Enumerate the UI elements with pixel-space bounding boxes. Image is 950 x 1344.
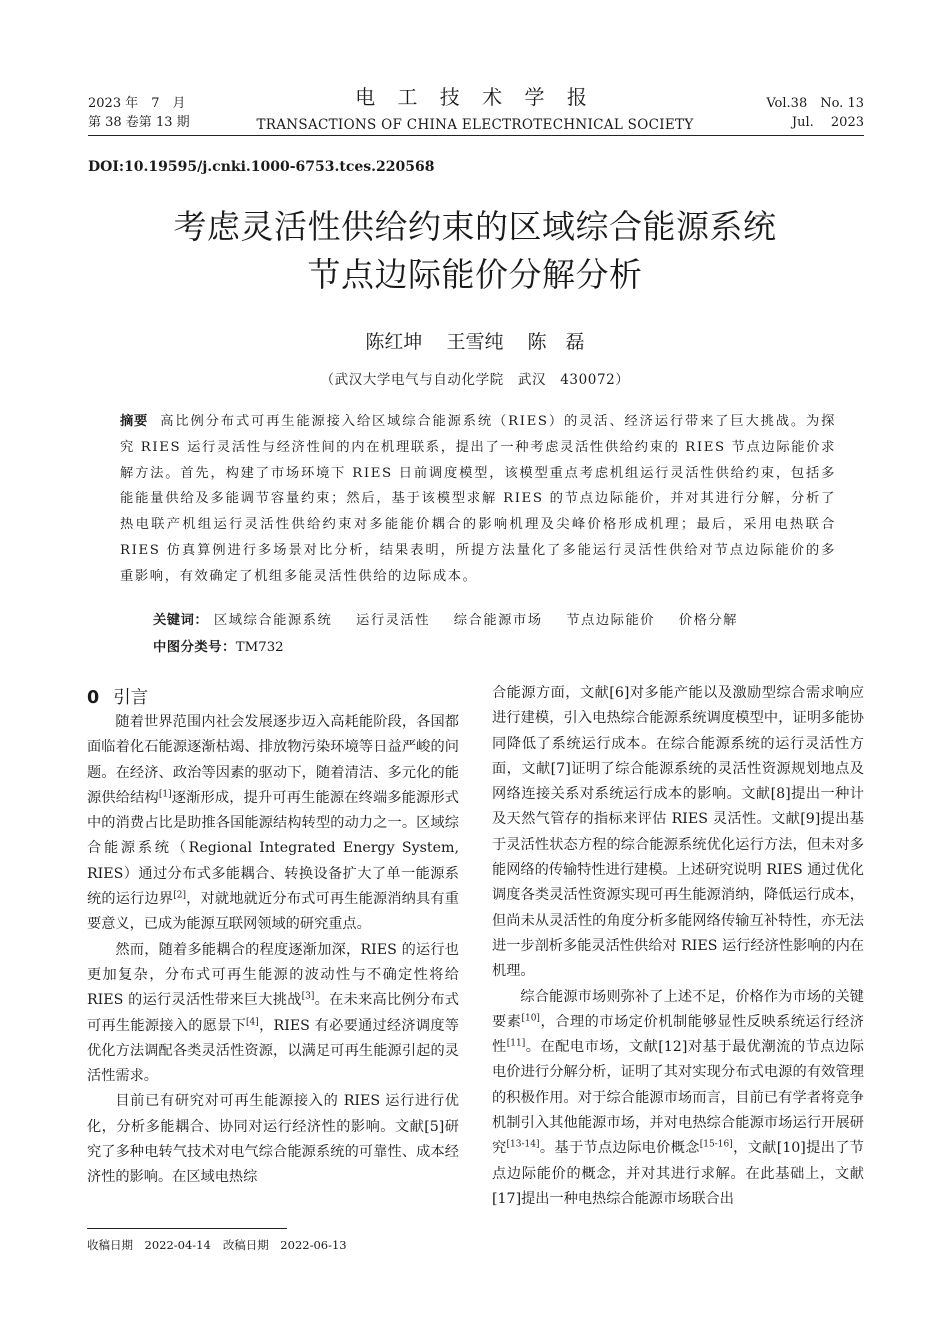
text-run: 随着世界范围内社会发展逐步迈入高耗能阶段，各国都面临着化石能源逐渐枯竭、排放物污染环境等日益严峻的问题。在经济、政治等因素的驱动下，随着清洁、多元化的能源供给结构: [87, 714, 459, 806]
text-run: 综合能源市场则弥补了上述不足，价格作为市场的关键要素: [492, 988, 864, 1030]
classification-label: 中图分类号：: [153, 640, 236, 655]
header-volume: 第 38 卷第 13 期: [88, 115, 190, 130]
text-run: 。在未来高比例分布式可再生能源接入的愿景下: [87, 992, 459, 1034]
authors: [0, 327, 950, 354]
paragraph: [87, 710, 459, 938]
abstract-text: 高比例分布式可再生能源接入给区域综合能源系统（RIES）的灵活、经济运行带来了巨大挑战。为探究 RIES 运行灵活性与经济性间的内在机理联系，提出了一种考虑灵活性供给约束的 RIES 节点边际能价求解方法。首先，构建了市场环境下 RIES 日前调度模型，该模型重点考虑机组运行灵活性供给约束，包括多能能量供给及多能调节容量约束；然后，基于该模型求解 RIES 的节点边际能价，并对其进行分解，分析了热电联产机组运行灵活性供给约束对多能能价耦合的影响机理及尖峰价格形成机理；最后，采用电热联合 RIES 仿真算例进行多场景对比分析，结果表明，所提方法量化了多能运行灵活性供给对节点边际能价的多重影响，有效确定了机组多能灵活性供给的边际成本。: [120, 414, 837, 584]
author-2: 王雪纯: [446, 331, 504, 353]
header-date: 2023 年 7 月: [88, 96, 186, 111]
text-run: ，对就地就近分布式可再生能源消纳具有重要意义，已成为能源互联网领域的研究重点。: [87, 891, 459, 933]
header-rule: [88, 135, 864, 136]
abstract-label: 摘要: [120, 414, 149, 429]
paragraph: [87, 938, 459, 1090]
text-run: ，合理的市场定价机制能够显性反映系统运行经济性: [492, 1013, 864, 1056]
doi: DOI:10.19595/j.cnki.1000-6753.tces.220568: [88, 159, 435, 175]
footnote-rule: [87, 1228, 287, 1229]
received-date: 收稿日期 2022-04-14: [87, 1238, 211, 1252]
classification-value: TM732: [235, 640, 284, 655]
paragraph: [492, 985, 864, 1213]
citation: [2]: [173, 890, 186, 901]
journal-title-cn: 电 工 技 术 学 报: [355, 85, 595, 109]
section-number: 0: [87, 688, 100, 708]
paper-title-line1: 考虑灵活性供给约束的区域综合能源系统: [173, 207, 777, 246]
keywords: [153, 609, 756, 628]
text-run: ，文献[10]提出了节点边际能价的概念，并对其进行求解。在此基础上，文献[17]提出一种电热综合能源市场联合出: [492, 1140, 864, 1207]
section-heading: [87, 684, 148, 709]
keywords-label: 关键词：: [153, 613, 209, 628]
citation: [15-16]: [699, 1139, 733, 1150]
paper-title: [0, 203, 950, 299]
footnote: [87, 1237, 359, 1253]
keyword-item: 区域综合能源系统: [213, 613, 333, 628]
text-run: ，RIES 有必要通过经济调度等优化方法调配各类灵活性资源，以满足可再生能源引起的灵活性需求。: [87, 1017, 459, 1085]
body-column-right: [492, 681, 864, 1212]
author-3: 陈 磊: [527, 331, 585, 353]
revised-date: 改稿日期 2022-06-13: [222, 1238, 347, 1252]
header-vol-no: Vol.38 No. 13: [766, 96, 864, 111]
header-volume-info: [766, 94, 864, 132]
citation: [4]: [246, 1016, 259, 1027]
paragraph: 合能源方面，文献[6]对多能产能以及激励型综合需求响应进行建模，引入电热综合能源系统调度模型中，证明多能协同降低了系统运行成本。在综合能源系统的运行灵活性方面，文献[7]证明了综合能源系统的灵活性资源规划地点及网络连接关系对系统运行成本的影响。文献[8]提出一种计及天然气管存的指标来评估 RIES 灵活性。文献[9]提出基于灵活性状态方程的综合能源系统优化运行方法，但未对多能网络的传输特性进行建模。上述研究说明 RIES 通过优化调度各类灵活性资源实现可再生能源消纳，降低运行成本，但尚未从灵活性的角度分析多能网络传输互补特性，亦无法进一步剖析多能灵活性供给对 RIES 运行经济性影响的内在机理。: [492, 685, 864, 980]
citation: [3]: [301, 991, 315, 1002]
author-1: 陈红坤: [365, 331, 423, 353]
keyword-item: 节点边际能价: [566, 613, 656, 628]
citation: [1]: [158, 789, 172, 800]
citation: [11]: [506, 1038, 526, 1049]
classification: [153, 636, 284, 655]
section-title: 引言: [113, 688, 149, 708]
citation: [13-14]: [506, 1139, 540, 1150]
keyword-item: 运行灵活性: [356, 613, 431, 628]
body-column-left: [87, 710, 459, 1191]
abstract: [120, 409, 836, 590]
keyword-item: 价格分解: [678, 613, 738, 628]
header-month-year: Jul. 2023: [791, 115, 864, 130]
citation: [10]: [521, 1013, 540, 1024]
paper-title-line2: 节点边际能价分解分析: [307, 255, 643, 294]
affiliation: （武汉大学电气与自动化学院 武汉 430072）: [320, 372, 630, 388]
text-run: 然而，随着多能耦合的程度逐渐加深，RIES 的运行也更加复杂，分布式可再生能源的波动性与不确定性将给 RIES 的运行灵活性带来巨大挑战: [87, 941, 459, 1009]
text-run: 。基于节点边际电价概念: [539, 1140, 700, 1157]
journal-title-en: TRANSACTIONS OF CHINA ELECTROTECHNICAL SOCIETY: [256, 117, 694, 133]
keyword-item: 综合能源市场: [453, 613, 543, 628]
text-run: 。在配电市场，文献[12]对基于最优潮流的节点边际电价进行分解分析，证明了其对实现分布式电源的有效管理的积极作用。对于综合能源市场而言，目前已有学者将竞争机制引入其他能源市场，并对电热综合能源市场运行开展研究: [492, 1039, 864, 1157]
paragraph: 目前已有研究对可再生能源接入的 RIES 运行进行优化，分析多能耦合、协同对运行经济性的影响。文献[5]研究了多种电转气技术对电气综合能源系统的可靠性、成本经济性的影响。在区域电热综: [87, 1093, 459, 1186]
text-run: 逐渐形成，提升可再生能源在终端多能源形式中的消费占比是助推各国能源结构转型的动力之一。区域综合能源系统（Regional Integrated Energy System, RIES）通过分布式多能耦合、转换设备扩大了单一能源系统的运行边界: [87, 789, 459, 908]
